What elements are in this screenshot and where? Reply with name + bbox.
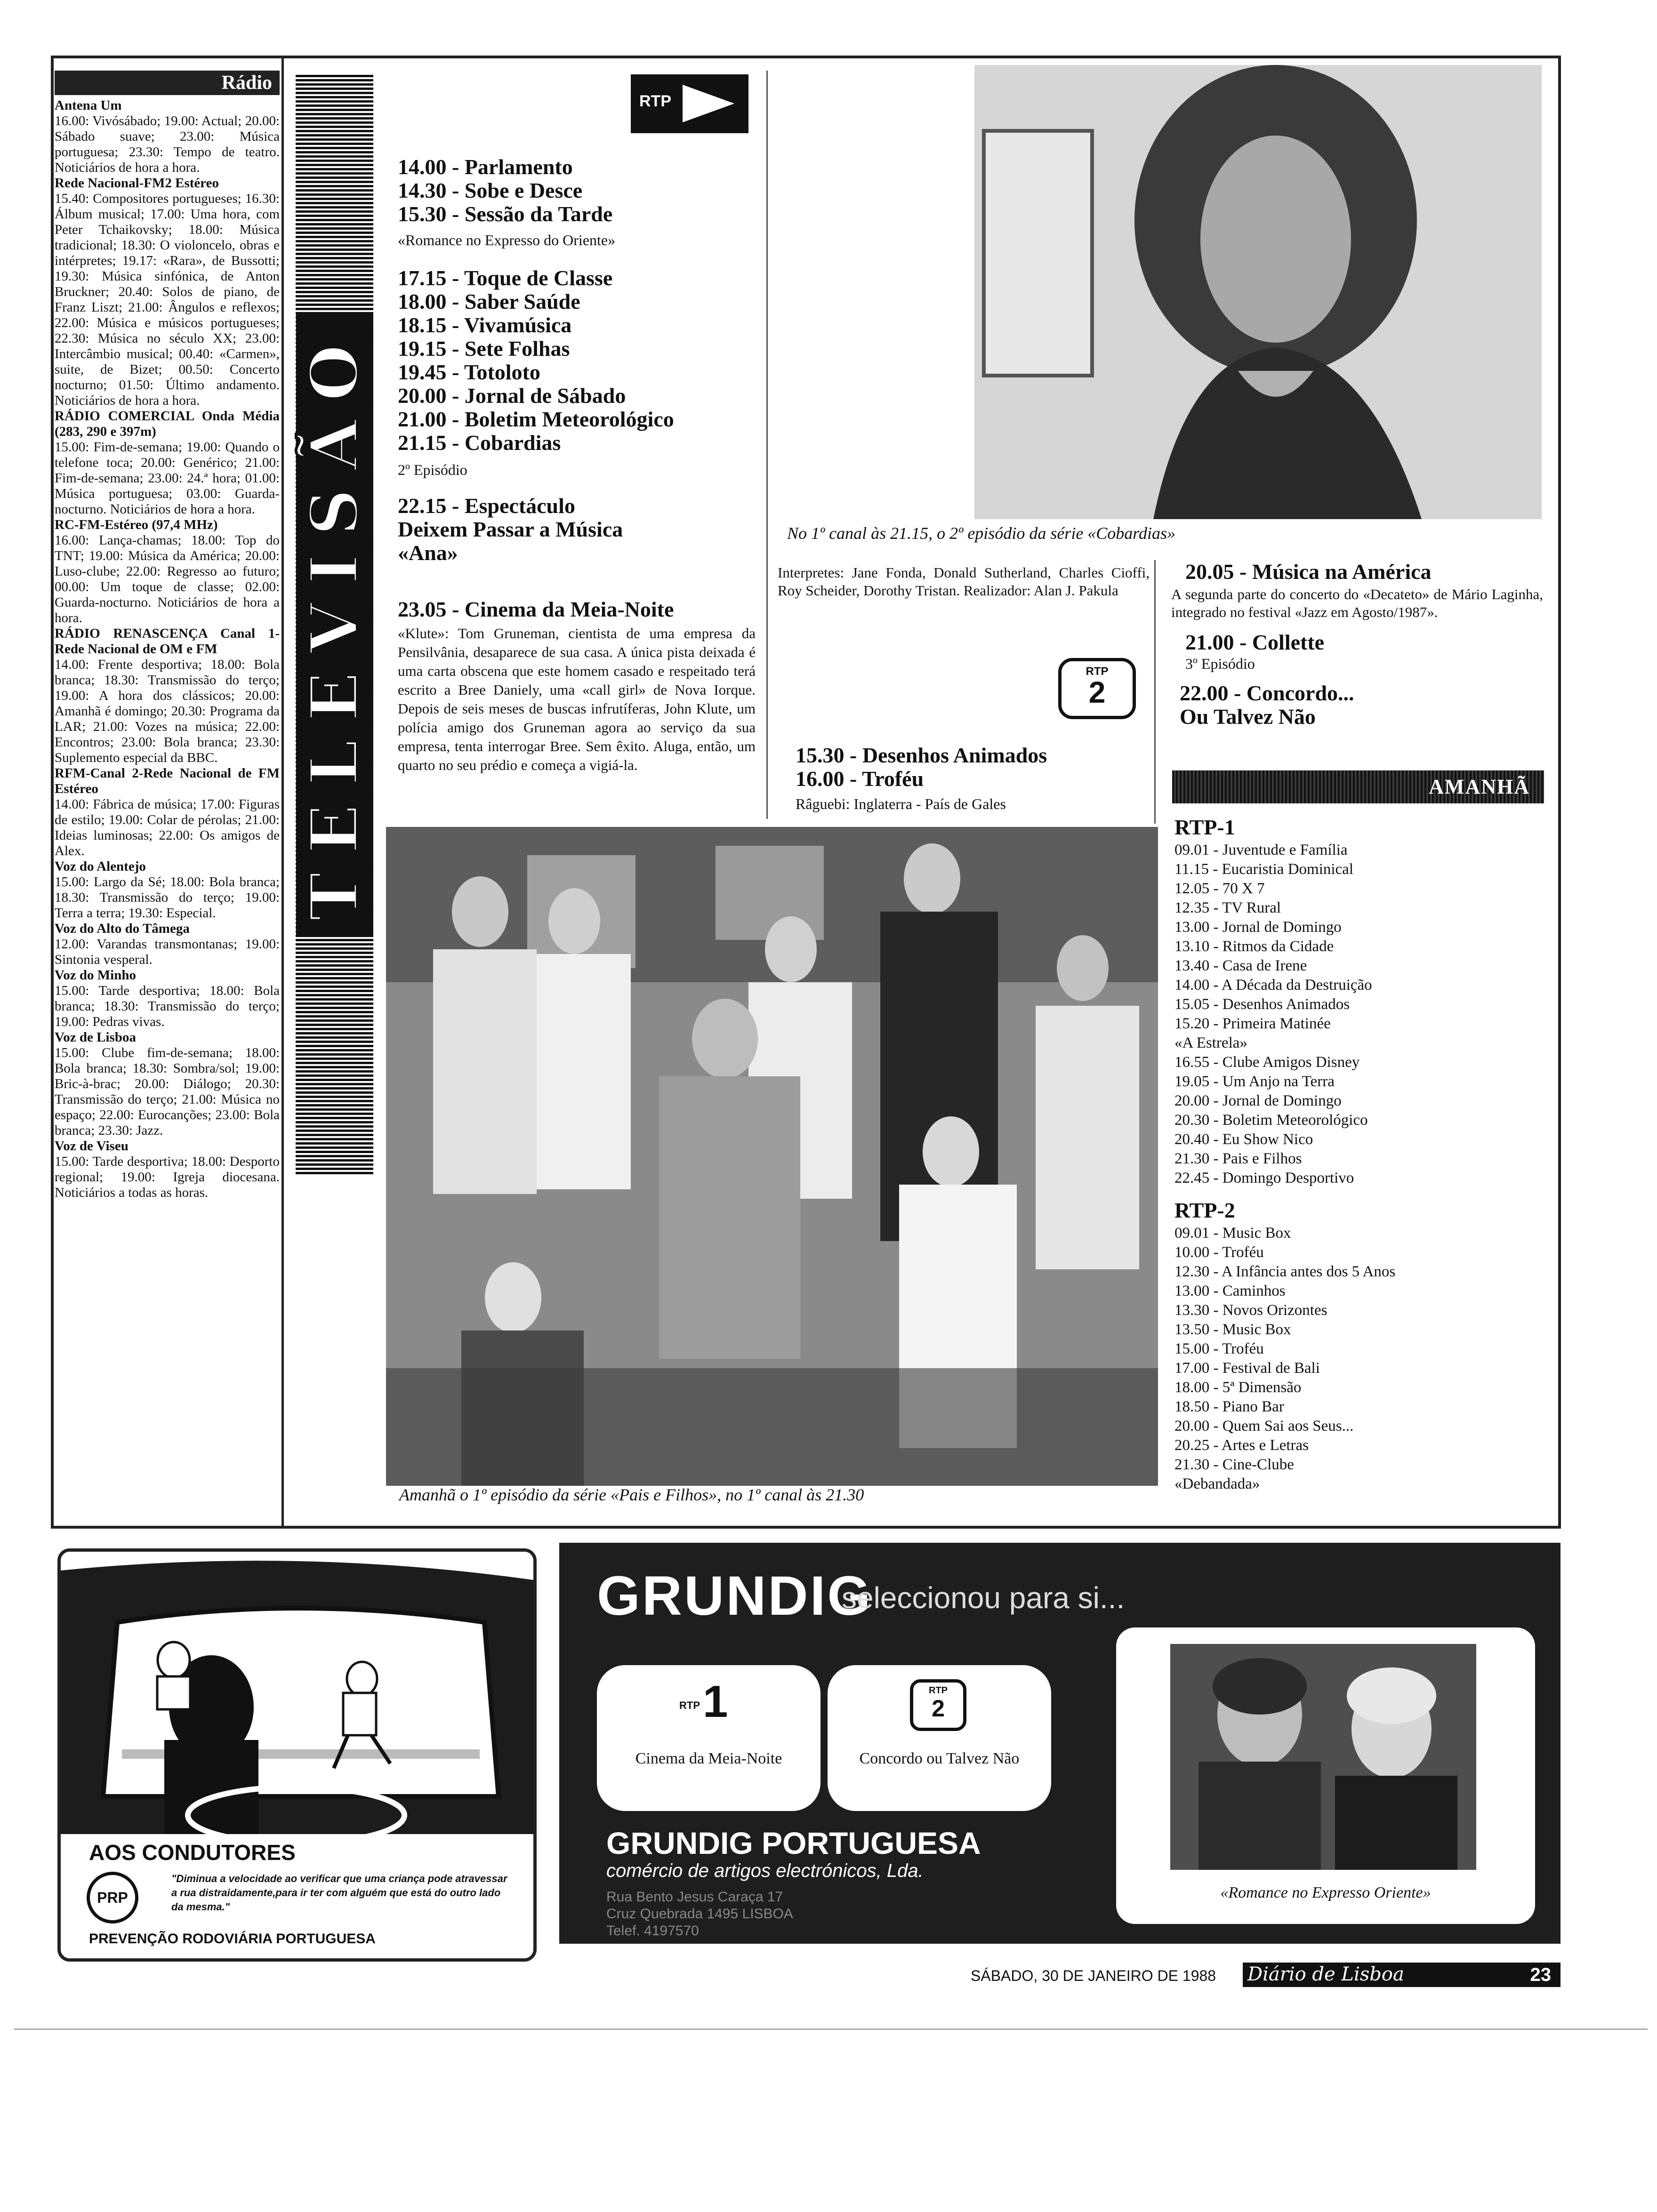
program-line: 21.00 - Boletim Meteorológico: [398, 407, 674, 431]
cinema-section: [398, 598, 756, 775]
pais-e-filhos-caption: Amanhã o 1º episódio da série «Pais e Filhos», no 1º canal às 21.30: [399, 1485, 864, 1504]
amanha-item: 19.05 - Um Anjo na Terra: [1174, 1073, 1335, 1090]
arrow-icon: [683, 85, 734, 122]
amanha-item: «Debandada»: [1174, 1475, 1260, 1492]
radio-divider: [282, 56, 284, 1529]
rtp2-note: Râguebi: Inglaterra - País de Gales: [796, 795, 1006, 812]
radio-station-heading: Voz do Minho: [55, 968, 136, 983]
tv2-logo: [910, 1679, 966, 1731]
car-illustration: [61, 1552, 533, 1834]
musica-text: A segunda parte do concerto do «Decateto» de Mário Laginha, integrado no festival «Jazz em Agosto/1987».: [1171, 586, 1543, 620]
program-line: 15.30 - Sessão da Tarde: [398, 202, 613, 226]
amanha-item: 15.05 - Desenhos Animados: [1174, 996, 1350, 1013]
rtp2-logo-text: RTP: [1086, 665, 1109, 678]
rtp2-number: 2: [1088, 675, 1106, 709]
amanha-item: 21.30 - Pais e Filhos: [1174, 1150, 1302, 1167]
television-title: TELEVISÃO: [296, 326, 373, 921]
grundig-brand: GRUNDIG: [597, 1565, 873, 1627]
collette-note: 3º Episódio: [1185, 655, 1255, 672]
amanha-rtp1-head: RTP-1: [1174, 815, 1235, 839]
amanha-item: 20.00 - Quem Sai aos Seus...: [1174, 1418, 1354, 1435]
prp-logo-text: PRP: [97, 1889, 128, 1906]
amanha-item: 17.00 - Festival de Bali: [1174, 1360, 1320, 1377]
grundig-tagline: seleccionou para si...: [842, 1581, 1125, 1615]
amanha-bar: [1172, 770, 1544, 803]
tv2-logo-text: RTP: [929, 1685, 948, 1696]
radio-station-schedule: 16.00: Vivósábado; 19.00: Actual; 20.00: Sábado suave; 23.00: Música portuguesa; 23.30: Tempo de teatro. Noticiários de hora a hora.: [55, 113, 280, 175]
grundig-photo-caption: «Romance no Expresso Oriente»: [1220, 1884, 1431, 1901]
rtp1-logo: [631, 74, 748, 133]
cinema-title: 23.05 - Cinema da Meia-Noite: [398, 597, 674, 621]
program-line: 22.15 - Espectáculo: [398, 494, 575, 518]
pais-e-filhos-photo: [386, 827, 1158, 1486]
program-line: 19.45 - Totoloto: [398, 360, 540, 384]
radio-station-heading: Voz do Alto do Tâmega: [55, 921, 190, 936]
program-line: 21.15 - Cobardias: [398, 431, 561, 455]
concordo: [1171, 681, 1543, 729]
footer-page: 23: [1530, 1964, 1551, 1985]
amanha-item: 18.50 - Piano Bar: [1174, 1398, 1284, 1415]
amanha-item: 09.01 - Juventude e Família: [1174, 842, 1348, 858]
program-line: Ou Talvez Não: [1180, 705, 1316, 729]
grundig-address: [606, 1889, 793, 1940]
grundig-company-sub: comércio de artigos electrónicos, Lda.: [606, 1860, 924, 1881]
radio-station-heading: RÁDIO COMERCIAL Onda Média (283, 290 e 397m): [55, 409, 280, 439]
program-line: 18.15 - Vivamúsica: [398, 313, 572, 337]
amanha-item: 18.00 - 5ª Dimensão: [1174, 1379, 1302, 1396]
radio-station-schedule: 15.00: Clube fim-de-semana; 18.00: Bola branca; 18.30: Sombra/sol; 19.00: Bric-à-brac; 20.00: Diálogo; 20.30: Transmissão do terço; 21.00: Música no espaço; 22.00: Eurocanções; 23.00: Bola branca; 23.30: Jazz.: [55, 1045, 280, 1138]
amanha-item: 12.30 - A Infância antes dos 5 Anos: [1174, 1263, 1396, 1280]
tv1-box: [597, 1665, 820, 1811]
radio-station-schedule: 14.00: Fábrica de música; 17.00: Figuras de estilo; 19.00: Colar de pérolas; 21.00: Ideias luminosas; 22.00: Os amigos de Alex.: [55, 797, 280, 858]
radio-station-heading: RC-FM-Estéreo (97,4 MHz): [55, 517, 218, 532]
amanha-item: 09.01 - Music Box: [1174, 1225, 1291, 1242]
prp-title: AOS CONDUTORES: [89, 1840, 296, 1865]
program-line: 14.00 - Parlamento: [398, 155, 573, 179]
grundig-tv-screen: [1170, 1644, 1476, 1870]
amanha-item: 22.45 - Domingo Desportivo: [1174, 1170, 1354, 1186]
footer-paper-bar: [1243, 1963, 1560, 1987]
program-line: 14.30 - Sobe e Desce: [398, 178, 583, 202]
program-line: «Ana»: [398, 541, 458, 565]
cobardias-photo-art: [974, 65, 1542, 519]
address-line: Telef. 4197570: [606, 1923, 699, 1939]
radio-station-schedule: 15.00: Fim-de-semana; 19.00: Quando o telefone toca; 20.00: Genérico; 21.00: Fim-de-semana; 23.00: 24.ª hora; 01.00: Música portuguesa; 03.00: Guarda-nocturno. Noticiários de hora a hora.: [55, 440, 280, 517]
amanha-item: 20.30 - Boletim Meteorológico: [1174, 1112, 1368, 1129]
credits: Interpretes: Jane Fonda, Donald Sutherland, Charles Cioffi, Roy Scheider, Dorothy Tristan. Realizador: Alan J. Pakula: [778, 564, 1150, 599]
amanha-item: 13.40 - Casa de Irene: [1174, 957, 1307, 974]
program-line: 15.30 - Desenhos Animados: [796, 743, 1047, 767]
cinema-text: «Klute»: Tom Gruneman, cientista de uma empresa da Pensilvânia, desaparece de sua casa. A única pista deixada é uma carta obscena que este homem casado e respeitado terá escrito a Bree Daniely, uma «call girl» de Nova Iorque. Depois de seis meses de buscas infrutíferas, John Klute, um polícia amigo dos Gruneman agora ao serviço da sua empresa, tenta interrogar Bree. Sem êxito. Aluga, então, um quarto no seu prédio e começa a vigiá-la.: [398, 625, 756, 773]
tv1-logo: [679, 1676, 736, 1729]
rtp1-logo-text: RTP: [639, 92, 671, 110]
amanha-item: 13.30 - Novos Orizontes: [1174, 1302, 1327, 1319]
tv1-number: 1: [703, 1676, 728, 1727]
radio-station-schedule: 15.40: Compositores portugueses; 16.30: Álbum musical; 17.00: Uma hora, com Peter Tchaikovsky; 18.00: Música tradicional; 18.30: O violoncelo, obras e intérpretes; 19.17: «Rara», de Bussotti; 19.30: Música sinfónica, de Anton Bruckner; 20.40: Solos de piano, de Franz Liszt; 21.00: Ângulos e reflexos; 22.00: Música e músicos portugueses; 22.30: Música no século XX; 23.00: Intercâmbio musical; 00.40: «Carmen», suite, de Bizet; 00.50: Concerto nocturno; 01.50: Último andamento. Noticiários de hora a hora.: [55, 191, 280, 408]
radio-column: [55, 71, 280, 1525]
amanha-item: 20.00 - Jornal de Domingo: [1174, 1092, 1342, 1109]
amanha-item: 10.00 - Troféu: [1174, 1244, 1264, 1261]
program-line: 20.00 - Jornal de Sábado: [398, 384, 626, 408]
block3: [398, 494, 765, 565]
address-line: Rua Bento Jesus Caraça 17: [606, 1889, 783, 1905]
amanha-rtp1-list: [1174, 841, 1546, 1188]
radio-station-heading: RFM-Canal 2-Rede Nacional de FM Estéreo: [55, 766, 280, 796]
prp-quote: "Diminua a velocidade ao verificar que uma criança pode atravessar a rua distraidamente,para ir ter com alguém que está do outro lado da mesma.": [171, 1873, 507, 1913]
tv2-number: 2: [932, 1695, 945, 1722]
amanha-item: 15.20 - Primeira Matinée: [1174, 1015, 1331, 1032]
rtp1-schedule: [398, 155, 765, 565]
radio-station-heading: Antena Um: [55, 98, 122, 113]
amanha-item: 13.50 - Music Box: [1174, 1321, 1291, 1338]
cobardias-photo: [974, 65, 1542, 519]
radio-station-heading: Rede Nacional-FM2 Estéreo: [55, 176, 219, 191]
amanha-item: 14.00 - A Década da Destruição: [1174, 977, 1372, 994]
radio-station-heading: Voz de Lisboa: [55, 1030, 136, 1045]
tv2-box: [828, 1665, 1051, 1811]
program-line: 16.00 - Troféu: [796, 767, 924, 791]
rtp2-block: [796, 744, 1125, 791]
cobardias-caption: No 1º canal às 21.15, o 2º episódio da série «Cobardias»: [787, 524, 1175, 543]
prp-ad: [57, 1548, 537, 1962]
amanha-item: 16.55 - Clube Amigos Disney: [1174, 1054, 1360, 1071]
bottom-rule: [14, 2028, 1648, 2030]
block2-note: 2º Episódio: [398, 461, 467, 478]
program-line: Deixem Passar a Música: [398, 517, 623, 541]
radio-station-schedule: 15.00: Largo da Sé; 18.00: Bola branca; 18.30: Transmissão do terço; 19.00: Terra a terra; 19.30: Especial.: [55, 874, 280, 921]
grundig-tv-frame: [1116, 1627, 1535, 1924]
radio-station-schedule: 12.00: Varandas transmontanas; 19.00: Sintonia vesperal.: [55, 937, 280, 967]
grundig-company: GRUNDIG PORTUGUESA: [606, 1826, 981, 1860]
block1: [398, 155, 765, 226]
right-divider: [1154, 560, 1156, 824]
radio-station-heading: RÁDIO RENASCENÇA Canal 1-Rede Nacional de OM e FM: [55, 626, 280, 657]
amanha-item: 11.15 - Eucaristia Dominical: [1174, 861, 1353, 878]
program-line: 17.15 - Toque de Classe: [398, 266, 613, 290]
amanha-rtp2-list: [1174, 1224, 1546, 1494]
radio-title: Rádio: [221, 72, 272, 94]
rtp2-logo: [1058, 658, 1136, 719]
amanha-item: 21.30 - Cine-Clube: [1174, 1456, 1294, 1473]
footer-paper: Diário de Lisboa: [1247, 1964, 1404, 1985]
grundig-ad: [559, 1543, 1560, 1944]
amanha-item: 12.05 - 70 X 7: [1174, 880, 1265, 897]
block1-note: «Romance no Expresso do Oriente»: [398, 232, 616, 248]
music-section: [1171, 560, 1543, 729]
program-line: 19.15 - Sete Folhas: [398, 337, 570, 361]
radio-station-heading: Voz de Viseu: [55, 1138, 129, 1154]
radio-station-schedule: 15.00: Tarde desportiva; 18.00: Bola branca; 18.30: Transmissão do terço; 19.00: Pedras vivas.: [55, 983, 280, 1029]
amanha-item: 20.40 - Eu Show Nico: [1174, 1131, 1313, 1148]
musica-title: 20.05 - Música na América: [1185, 560, 1432, 584]
collette-title: 21.00 - Collette: [1185, 630, 1325, 654]
rtp2-schedule: [796, 744, 1125, 813]
pais-e-filhos-photo-art: [386, 827, 1158, 1486]
footer-date: SÁBADO, 30 DE JANEIRO DE 1988: [971, 1967, 1216, 1984]
amanha-item: 12.35 - TV Rural: [1174, 899, 1281, 916]
prp-logo: [87, 1872, 138, 1923]
television-vertical-title: [296, 73, 373, 1174]
amanha-item: 13.10 - Ritmos da Cidade: [1174, 938, 1334, 955]
amanha-item: 20.25 - Artes e Letras: [1174, 1437, 1309, 1454]
amanha-title: AMANHÃ: [1429, 775, 1530, 798]
radio-listing: [55, 98, 280, 1201]
radio-title-bar: [55, 71, 280, 95]
address-line: Cruz Quebrada 1495 LISBOA: [606, 1906, 793, 1922]
amanha-item: «A Estrela»: [1174, 1034, 1247, 1051]
tv2-label: Concordo ou Talvez Não: [859, 1750, 1020, 1767]
block2: [398, 266, 765, 455]
radio-station-heading: Voz do Alentejo: [55, 859, 146, 874]
program-line: 22.00 - Concordo...: [1180, 681, 1354, 705]
grundig-photo-art: [1170, 1644, 1476, 1870]
prp-footer: PREVENÇÃO RODOVIÁRIA PORTUGUESA: [89, 1931, 376, 1947]
tv1-logo-text: RTP: [679, 1699, 700, 1711]
amanha-rtp2-head: RTP-2: [1174, 1198, 1235, 1222]
radio-station-schedule: 14.00: Frente desportiva; 18.00: Bola branca; 18.30: Transmissão do terço; 19.00: A hora dos clássicos; 20.00: Amanhã é domingo; 20.30: Programa da LAR; 21.00: Vozes na música; 22.00: Encontros; 23.00: Bola branca; 23.30: Suplemento especial da BBC.: [55, 657, 280, 765]
radio-station-schedule: 16.00: Lança-chamas; 18.00: Top do TNT; 19.00: Música da América; 20.00: Luso-clube; 22.00: Regresso ao futuro; 00.00: Um toque de classe; 02.00: Guarda-nocturno. Noticiários de hora a hora.: [55, 533, 280, 625]
center-divider: [766, 71, 768, 819]
amanha-item: 13.00 - Jornal de Domingo: [1174, 919, 1342, 936]
radio-station-schedule: 15.00: Tarde desportiva; 18.00: Desporto regional; 19.00: Igreja diocesana. Noticiários a todas as horas.: [55, 1154, 280, 1200]
amanha-item: 13.00 - Caminhos: [1174, 1282, 1286, 1299]
program-line: 18.00 - Saber Saúde: [398, 289, 580, 313]
tv1-label: Cinema da Meia-Noite: [635, 1750, 782, 1767]
amanha-schedule: [1174, 814, 1546, 1494]
amanha-item: 15.00 - Troféu: [1174, 1340, 1264, 1357]
